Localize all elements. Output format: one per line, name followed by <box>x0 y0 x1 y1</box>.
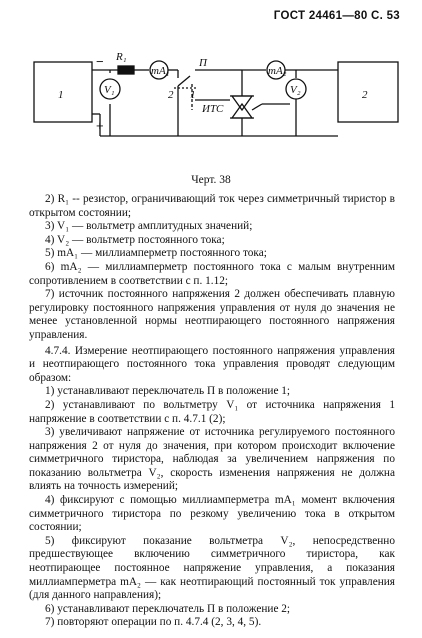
page-header: ГОСТ 24461—80 С. 53 <box>273 10 400 22</box>
paragraph: 7) источник постоянного напряжения 2 должен обеспечивать плавную регулировку постоянного напряжения управления от нуля до значения не менее установленной нормы неотпирающего постоянного напряжения управления. <box>29 288 395 341</box>
paragraph: 2) R₁ -- резистор, ограничивающий ток через симметричный тиристор в открытом состоянии; <box>29 193 395 219</box>
label-pos1: 1 <box>190 89 196 101</box>
resistor-r1 <box>118 66 134 74</box>
thyristor-its <box>232 96 252 118</box>
paragraph: 6) mA₂ — миллиамперметр постоянного тока с малым внутренним сопротивлением в соответствии с п. 1.12; <box>29 260 395 287</box>
paragraph: 3) увеличивают напряжение от источника регулируемого постоянного напряжения 2 от нуля до значения, при котором происходит включение симметричного тиристора, наблюдая за увеличением напряжения по показанию вольтметра V₂, скорость изменения напряжения не должна влиять на точность измерений; <box>29 426 395 493</box>
label-switch: П <box>199 57 207 69</box>
paragraph: 4) V₂ — вольтметр постоянного тока; <box>45 233 225 246</box>
switch-blade <box>178 76 190 86</box>
label-minus: − <box>96 54 104 69</box>
label-v1: V₁ <box>104 84 115 96</box>
label-plus: + <box>96 118 104 133</box>
source-block-2 <box>338 62 398 122</box>
paragraph: 1) устанавливают переключатель П в положение 1; <box>45 385 291 398</box>
label-v2: V₂ <box>290 84 301 96</box>
paragraph: 3) V₁ — вольтметр амплитудных значений; <box>45 220 253 233</box>
paragraph: 4.7.4. Измерение неотпирающего постоянного напряжения управления и неотпирающего постоянного тока управления проводят следующим образом: <box>29 344 395 384</box>
label-ma2: mA₂ <box>268 65 287 77</box>
label-its: ИТС <box>202 103 224 115</box>
label-r1: R₁ <box>116 51 127 63</box>
label-block1: 1 <box>58 89 64 101</box>
paragraph: 7) повторяют операции по п. 4.7.4 (2, 3, 4, 5). <box>45 616 262 629</box>
paragraph: 6) устанавливают переключатель П в положение 2; <box>45 602 291 615</box>
paragraph: 4) фиксируют с помощью миллиамперметра mA₁ момент включения симметричного тиристора по резкому увеличению тока в открытом состоянии; <box>29 494 395 534</box>
body-text <box>29 193 395 630</box>
paragraph: 5) фиксируют показание вольтметра V₂, непосредственно предшествующее включению симметричного тиристора, как неотпирающее постоянное напряжение управления, а показания миллиамперметра mA₂ — как неотпирающий постоянный ток управления (для данного направления); <box>29 534 395 602</box>
paragraph: 2) устанавливают по вольтметру V₁ от источника напряжения 1 напряжение в соответствии с п. 4.7.1 (2); <box>29 398 395 425</box>
label-block2: 2 <box>362 89 368 101</box>
paragraph: 5) mA₁ — миллиамперметр постоянного тока; <box>45 247 267 260</box>
label-pos2: 2 <box>168 89 174 101</box>
figure-caption: Черт. 38 <box>191 174 231 186</box>
circuit-diagram <box>0 0 422 175</box>
label-ma1: mA₁ <box>151 65 170 77</box>
